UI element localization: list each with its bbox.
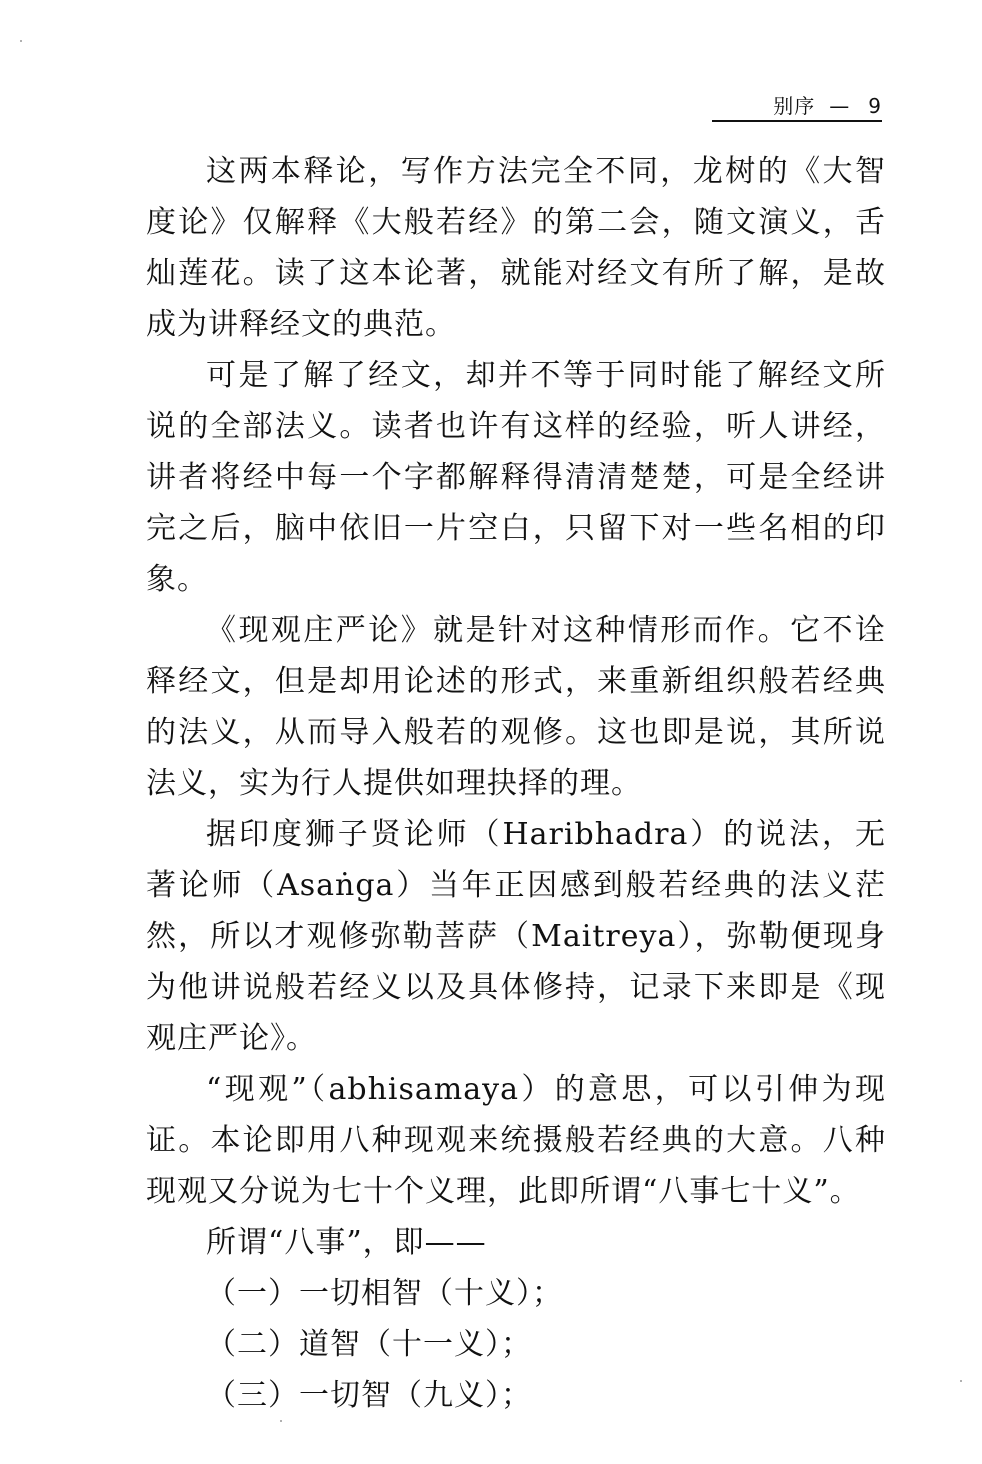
paragraph-5: “现观”（abhisamaya）的意思，可以引伸为现证。本论即用八种现观来统摄般若经典的大意。八种现观又分说为七十个义理，此即所谓“八事七十义”。 [146,1072,886,1209]
page-body [146,146,886,1421]
paragraph-3: 《现观庄严论》就是针对这种情形而作。它不诠释经文，但是却用论述的形式，来重新组织般若经典的法义，从而导入般若的观修。这也即是说，其所说法义，实为行人提供如理抉择的理。 [146,613,886,801]
header-dash: — [829,94,851,118]
list-item-2: （二）道智（十一义）； [206,1327,532,1362]
page-number: 9 [868,94,882,118]
scan-speck [960,1380,962,1382]
running-header [712,90,882,122]
scan-speck [20,40,22,42]
list-item-1: （一）一切相智（十义）； [206,1276,563,1311]
section-title: 别序 [773,94,816,118]
paragraph-4: 据印度狮子贤论师（Haribhadra）的说法，无著论师（Asaṅga）当年正因感到般若经典的法义茫然，所以才观修弥勒菩萨（Maitreya），弥勒便现身为他讲说般若经义以及具体修持，记录下来即是《现观庄严论》。 [146,817,886,1056]
paragraph-6: 所谓“八事”，即—— [206,1225,487,1260]
list-item-3: （三）一切智（九义）； [206,1378,532,1413]
paragraph-1: 这两本释论，写作方法完全不同，龙树的《大智度论》仅解释《大般若经》的第二会，随文演义，舌灿莲花。读了这本论著，就能对经文有所了解，是故成为讲释经文的典范。 [146,154,886,342]
scan-speck [280,1420,282,1422]
paragraph-2: 可是了解了经文，却并不等于同时能了解经文所说的全部法义。读者也许有这样的经验，听人讲经，讲者将经中每一个字都解释得清清楚楚，可是全经讲完之后，脑中依旧一片空白，只留下对一些名相的印象。 [146,358,886,597]
